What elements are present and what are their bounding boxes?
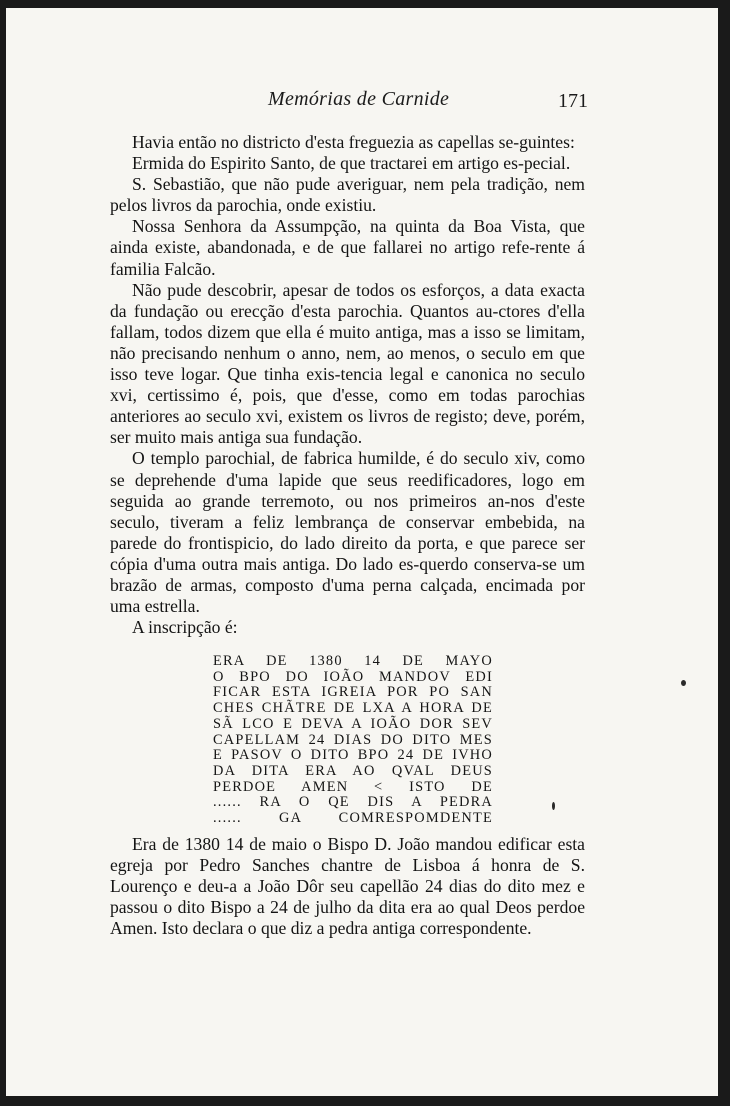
inscription-line: ...... RA O QE DIS A PEDRA [213,794,493,811]
paragraph: Não pude descobrir, apesar de todos os esforços, a data exacta da fundação ou erecção d'esta parochia. Quantos au-ctores d'ella fallam, todos dizem que ella é muito antiga, mas a isso se limitam, não precisando nenhum o anno, nem, ao menos, o seculo em que isso teve logar. Que tinha exis-tencia legal e canonica no seculo xvi, certissimo é, pois, que d'esse, como em todas parochias anteriores ao seculo xvi, existem os livros de registo; deve, porém, ser muito mais antiga sua fundação. [110,279,585,448]
inscription-line: DA DITA ERA AO QVAL DEUS [213,762,493,779]
running-title: Memórias de Carnide [268,88,450,110]
inscription-line: E PASOV O DITO BPO 24 DE IVHO [213,747,493,764]
inscription-line: CAPELLAM 24 DIAS DO DITO MES [213,731,493,748]
paragraph: A inscripção é: [132,617,238,638]
paragraph: O templo parochial, de fabrica humilde, é do seculo xiv, como se deprehende d'uma lapide que seus reedificadores, logo em seguida ao grande terremoto, ou nos primeiros an-nos d'este seculo, tiveram a feliz lembrança de conservar embebida, na parede do frontispicio, do lado direito da porta, e que parece ser cópia d'uma outra mais antiga. Do lado es-querdo conserva-se um brazão de armas, composto d'uma perna calçada, encimada por uma estrella. [110,448,585,617]
inscription-line: ...... GA COMRESPOMDENTE [213,810,493,827]
inscription-block [213,654,493,827]
page-number: 171 [558,90,588,112]
inscription-line: PERDOE AMEN < ISTO DE [213,778,493,795]
scan-speck [552,802,555,810]
book-page [6,8,718,1096]
paragraph: Ermida do Espirito Santo, de que tractarei em artigo es-pecial. [132,153,571,174]
paragraph: S. Sebastião, que não pude averiguar, nem pela tradição, nem pelos livros da parochia, onde existiu. [110,174,585,216]
body-text [110,132,585,638]
scan-speck [681,680,686,686]
translation-paragraph: Era de 1380 14 de maio o Bispo D. João mandou edificar esta egreja por Pedro Sanches chantre de Lisboa á honra de S. Lourenço e deu-a a João Dôr seu capellão 24 dias do dito mez e passou o dito Bispo a 24 de julho da dita era ao qual Deos perdoe Amen. Isto declara o que diz a pedra antiga correspondente. [110,834,585,939]
paragraph: Nossa Senhora da Assumpção, na quinta da Boa Vista, que ainda existe, abandonada, e de que fallarei no artigo refe-rente á familia Falcão. [110,216,585,279]
page-header [6,88,718,118]
paragraph: Havia então no districto d'esta freguezia as capellas se-guintes: [132,132,575,152]
inscription-line: CHES CHÃTRE DE LXA A HORA DE [213,700,493,717]
inscription-line: FICAR ESTA IGREIA POR PO SAN [213,684,493,701]
inscription-line: SÃ LCO E DEVA A IOÃO DOR SEV [213,715,493,732]
inscription-line: ERA DE 1380 14 DE MAYO [213,653,493,669]
inscription-line: O BPO DO IOÃO MANDOV EDI [213,668,493,685]
